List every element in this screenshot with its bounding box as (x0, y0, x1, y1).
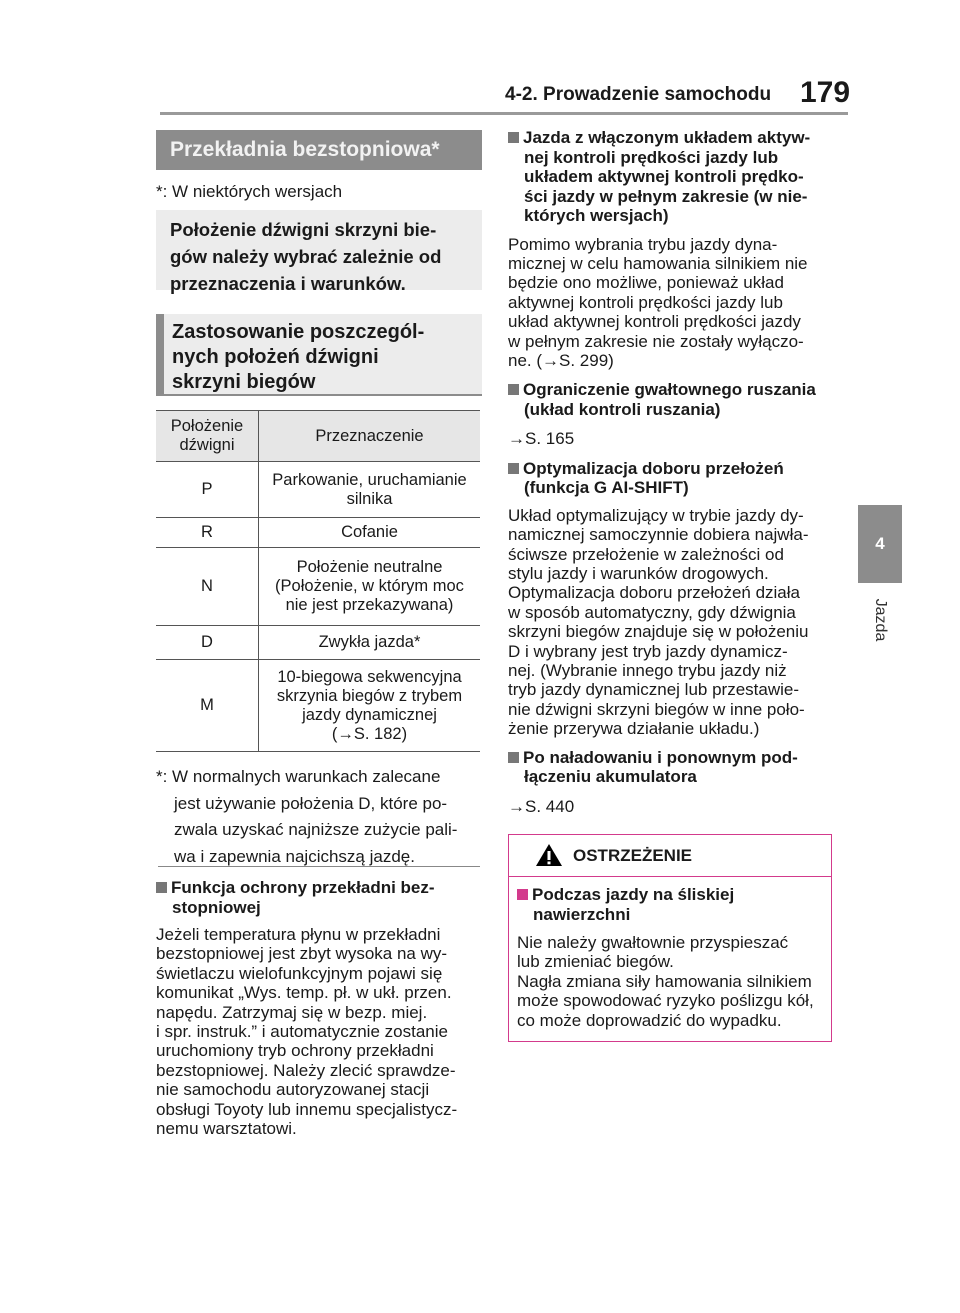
warning-heading: OSTRZEŻENIE (573, 846, 693, 865)
table-cell-purpose: 10-biegowa sekwencyjna skrzynia biegów z trybem jazdy dynamicznej (→S. 182) (259, 660, 481, 752)
table-row (156, 518, 480, 548)
column-divider (158, 866, 480, 867)
footnote-drive-line: wa i zapewnia najcichszą jazdę. (174, 846, 415, 866)
title-bar (156, 130, 482, 170)
page-reference: →S. 165 (508, 429, 575, 449)
page-reference: →S. 440 (508, 796, 575, 816)
section-header: 4-2. Prowadzenie samochodu (505, 84, 772, 105)
footnote-drive-line: *: W normalnych warunkach zalecane (156, 767, 441, 786)
info-text: Położenie dźwigni skrzyni bie- gów należy wybrać zależnie od przeznaczenia i warunków. (170, 219, 442, 294)
table-header-row (156, 411, 480, 462)
page-number: 179 (800, 76, 851, 109)
table-cell-position: D (156, 626, 259, 660)
footnote-drive (156, 764, 482, 870)
footnote-drive-line: jest używanie położenia D, które po- (174, 793, 448, 813)
table-cell-purpose: Położenie neutralne (Położenie, w którym moc nie jest przekazywana) (259, 548, 481, 626)
warning-header (509, 835, 831, 877)
chapter-tab-number: 4 (858, 505, 902, 583)
section-heading-bar (156, 314, 164, 396)
bullet-square-icon (508, 384, 519, 395)
info-box (156, 210, 482, 294)
table-cell-purpose: Parkowanie, uruchamianie silnika (259, 462, 481, 518)
bullet-square-icon (508, 463, 519, 474)
table-header-position: Położenie dźwigni (156, 411, 259, 462)
chapter-tab-text: Jazda (872, 598, 889, 642)
table-row (156, 626, 480, 660)
warning-body: Nie należy gwałtownie przyspieszać lub zmieniać biegów. Nagła zmiana siły hamowania silnikiem może spowodować ryzyko poślizgu kół, co może doprowadzić do wypadku. (517, 933, 814, 1030)
table-row (156, 660, 480, 752)
subsection-body: Jeżeli temperatura płynu w przekładni bezstopniowej jest zbyt wysoka na wy- świetlaczu wielofunkcyjnym pojawi się komunikat „Wys. temp. pł. w ukł. przen. napędu. Zatrzymaj się w bezp. miej. i spr. instruk.” i automatycznie zostanie uruchomiony tryb ochrony przekładni bezstopniowej. Należy zlecić sprawdze- nie samochodu autoryzowanej stacji obsługi Toyoty lub innemu specjalistycz- nemu warsztatowi. (156, 925, 458, 1139)
footnote-versions: *: W niektórych wersjach (156, 182, 343, 201)
section-heading: Zastosowanie poszczegól- nych położeń dźwigni skrzyni biegów (172, 321, 425, 393)
gear-positions-table (156, 410, 480, 752)
subsection-body: Pomimo wybrania trybu jazdy dyna- micznej w celu hamowania silnikiem nie będzie ono możliwe, ponieważ układ aktywnej kontroli prędkości jazdy lub układ aktywnej kontroli prędkości jazdy w pełnym zakresie nie zostały wyłączo- ne. (→S. 299) (508, 234, 808, 370)
table-cell-position: M (156, 660, 259, 752)
bullet-square-icon (508, 752, 519, 763)
subsection-title: Jazda z włączonym układem aktyw- nej kontroli prędkości jazdy lub układem aktywnej kontroli prędko- ści jazdy w pełnym zakresie (w nie- których wersjach) (508, 128, 838, 226)
subsection-title: Po naładowaniu i ponownym pod- łączeniu akumulatora (508, 748, 838, 787)
warning-triangle-icon (535, 843, 563, 867)
header-divider (160, 112, 848, 115)
subsection-title: Optymalizacja doboru przełożeń (funkcja G AI-SHIFT) (508, 459, 838, 498)
section-heading-underline (156, 394, 482, 396)
warning-box (508, 834, 832, 1042)
warning-subtitle: Podczas jazdy na śliskiej nawierzchni (517, 885, 827, 924)
table-cell-position: P (156, 462, 259, 518)
table-row (156, 548, 480, 626)
table-cell-position: R (156, 518, 259, 548)
subsection-title: Funkcja ochrony przekładni bez- stopniowej (156, 878, 482, 917)
footnote-drive-line: zwala uzyskać najniższe zużycie pali- (174, 820, 458, 839)
subsection-title: Ograniczenie gwałtownego ruszania (układ kontroli ruszania) (508, 380, 838, 419)
subsection-body: Układ optymalizujący w trybie jazdy dy- namicznej samoczynnie dobiera najwła- ściwsze przełożenie w zależności od stylu jazdy i warunków drogowych. Optymalizacja doboru przełożeń działa w sposób automatyczny, gdy dźwignia skrzyni biegów znajduje się w położeniu D i wybrany jest tryb jazdy dynamicz- nej. (Wybranie innego trybu jazdy niż tryb jazdy dynamicznej lub przestawie- nie dźwigni skrzyni biegów w inne poło- żenie przerywa działanie układu.) (508, 505, 809, 739)
section-heading-box (156, 314, 482, 396)
bullet-square-icon (156, 882, 167, 893)
table-cell-purpose: Cofanie (259, 518, 481, 548)
table-cell-purpose: Zwykła jazda* (259, 626, 481, 660)
warning-content (517, 885, 827, 1030)
chapter-tab-label (858, 590, 902, 650)
table-cell-position: N (156, 548, 259, 626)
bullet-square-icon (508, 132, 519, 143)
subsection-transmission-protection (156, 878, 482, 1138)
bullet-square-icon (517, 889, 528, 900)
table-row (156, 462, 480, 518)
table-header-purpose: Przeznaczenie (259, 411, 481, 462)
right-column (508, 128, 838, 816)
page-title: Przekładnia bezstopniowa* (170, 138, 440, 161)
